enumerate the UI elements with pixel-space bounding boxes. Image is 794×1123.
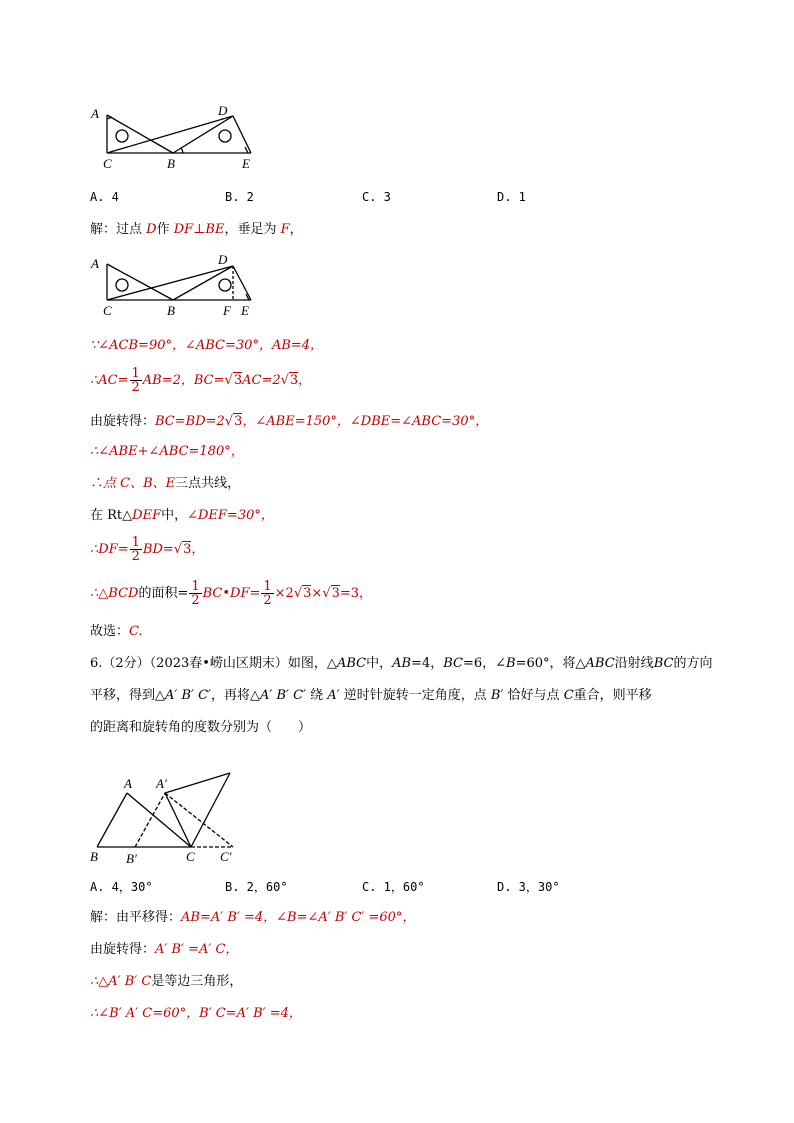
sol6-line1: 解：由平移得：AB=A′ B′ =4，∠B=∠A′ B′ C′ =60°， xyxy=(90,910,416,925)
fraction: $\frac{1}{2}$ xyxy=(191,579,200,608)
sol5-line6: ∴点 C、B、E三点共线， xyxy=(90,476,241,491)
sol5-line4: 由旋转得：BC=BD=2√3，∠ABE=150°，∠DBE=∠ABC=30°， xyxy=(90,414,489,429)
sol5-line7: 在 Rt△DEF中，∠DEF=30°， xyxy=(90,508,274,523)
q6-line3: 的距离和旋转角的度数分别为（ ） xyxy=(90,720,312,735)
sol5-line3: ∴AC= $\frac{1}{2}$ AB=2，BC=√3AC=2√3， xyxy=(90,366,312,395)
label-D: D xyxy=(218,103,228,118)
label-E: E xyxy=(242,156,250,171)
option-a: A. 4，30° xyxy=(90,880,153,894)
label-B: B xyxy=(90,849,98,864)
q6-line2: 平移，得到△A′ B′ C′，再将△A′ B′ C′ 绕 A′ 逆时针旋转一定角度，点 B′ 恰好与点 C重合，则平移 xyxy=(90,688,652,703)
figure-2 xyxy=(85,252,265,324)
option-a: A. 4 xyxy=(90,190,119,204)
label-B: B xyxy=(167,303,175,318)
label-A: A xyxy=(91,106,99,121)
sol5-line8: ∴DF= $\frac{1}{2}$ BD=√3， xyxy=(90,535,205,564)
label-E: E xyxy=(241,303,249,318)
option-c: C. 1，60° xyxy=(362,880,425,894)
option-d: D. 3，30° xyxy=(497,880,560,894)
label-F: F xyxy=(223,303,231,318)
option-b: B. 2 xyxy=(225,190,254,204)
figure-3 xyxy=(85,765,255,865)
label-C: C xyxy=(186,849,195,864)
label-A-prime: A′ xyxy=(156,776,167,791)
sol5-line1: 解：过点 D作 DF⊥BE，垂足为 F， xyxy=(90,222,303,237)
figure-1 xyxy=(85,100,265,172)
sol5-line5: ∴∠ABE+∠ABC=180°， xyxy=(90,444,244,459)
label-A: A xyxy=(91,256,99,271)
label-A: A xyxy=(124,776,132,791)
sol6-line2: 由旋转得：A′ B′ =A′ C， xyxy=(90,942,239,957)
fraction: $\frac{1}{2}$ xyxy=(131,366,140,395)
label-D: D xyxy=(218,252,228,267)
sol5-line2: ∵∠ACB=90°，∠ABC=30°，AB=4， xyxy=(90,338,324,353)
sol6-line4: ∴∠B′ A′ C=60°，B′ C=A′ B′ =4， xyxy=(90,1006,302,1021)
fraction: $\frac{1}{2}$ xyxy=(131,535,140,564)
label-C: C xyxy=(103,303,112,318)
q6-line1: 6.（2分）（2023春•崂山区期末）如图，△ABC中，AB=4，BC=6，∠B=60°，将△ABC沿射线BC的方向 xyxy=(90,656,713,671)
option-c: C. 3 xyxy=(362,190,391,204)
option-b: B. 2，60° xyxy=(225,880,288,894)
label-B-prime: B′ xyxy=(126,851,137,865)
sol6-line3: ∴△A′ B′ C是等边三角形， xyxy=(90,974,243,989)
label-B: B xyxy=(167,156,175,171)
option-d: D. 1 xyxy=(497,190,526,204)
label-C-prime: C′ xyxy=(220,849,232,864)
label-C: C xyxy=(103,156,112,171)
sol5-answer: 故选：C. xyxy=(90,624,143,639)
sol5-line9: ∴△BCD的面积= $\frac{1}{2}$ BC•DF= $\frac{1}{2}$ ×2√3×√3=3， xyxy=(90,579,373,608)
fraction: $\frac{1}{2}$ xyxy=(263,579,272,608)
